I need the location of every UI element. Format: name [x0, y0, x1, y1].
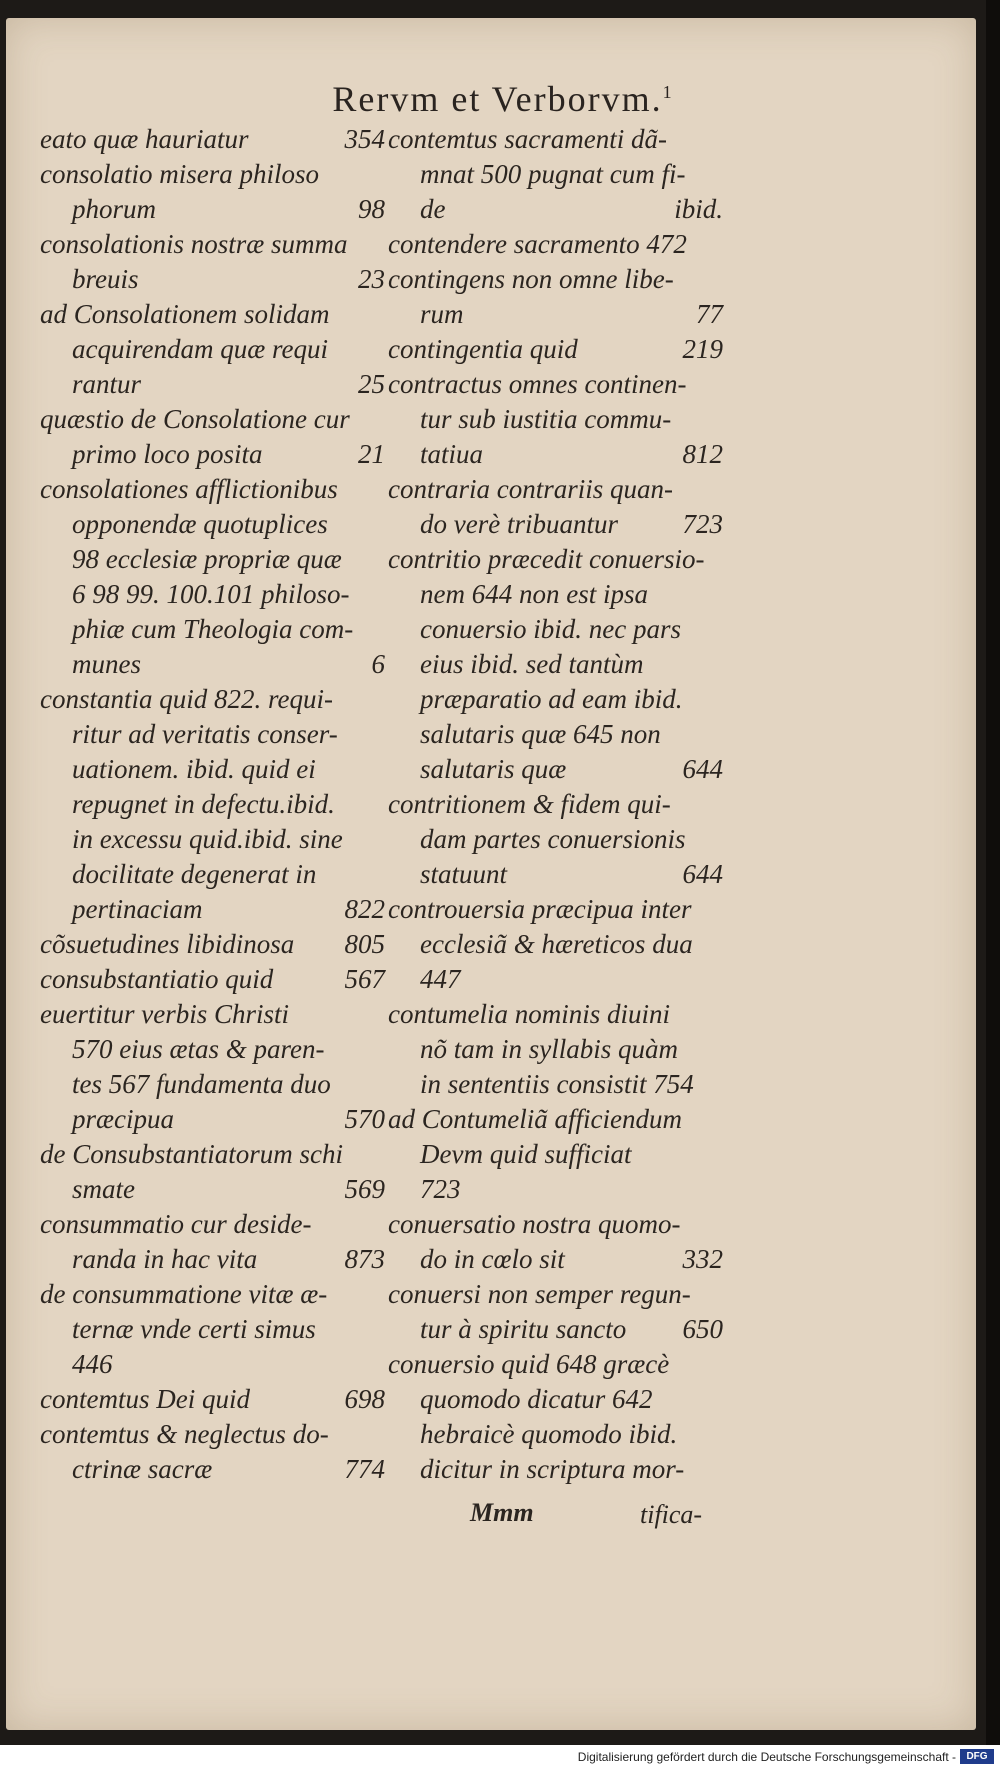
- index-entry: [388, 122, 723, 227]
- entry-line: [40, 367, 385, 402]
- entry-text: contritio præcedit conuersio-: [388, 544, 705, 574]
- entry-text: conuersio ibid. nec pars: [420, 614, 681, 644]
- entry-text: contingens non omne libe-: [388, 264, 674, 294]
- entry-text: 447: [420, 964, 461, 994]
- entry-text: contingentia quid: [388, 334, 578, 364]
- entry-text: 6 98 99. 100.101 philoso-: [72, 579, 350, 609]
- entry-line: [40, 962, 385, 997]
- entry-text: tatiua: [420, 439, 484, 469]
- entry-line: [388, 1032, 723, 1067]
- entry-page-number: 644: [682, 859, 723, 889]
- page-edge-shadow: [986, 0, 1000, 1768]
- entry-text: consubstantiatio quid: [40, 964, 274, 994]
- entry-line: [388, 1067, 723, 1102]
- index-entry: [40, 297, 385, 402]
- index-entry: [40, 122, 385, 157]
- entry-text: mnat 500 pugnat cum fi-: [420, 159, 686, 189]
- running-head-text: Rervm et Verborvm.: [332, 79, 663, 119]
- entry-text: quomodo dicatur 642: [420, 1384, 653, 1414]
- entry-text: contractus omnes continen-: [388, 369, 687, 399]
- entry-text: in excessu quid.ibid. sine: [72, 824, 343, 854]
- entry-page-number: 698: [344, 1384, 385, 1414]
- entry-page-number: 567: [344, 964, 385, 994]
- index-entry: [388, 892, 723, 997]
- entry-line: [388, 822, 723, 857]
- entry-text: consolationes afflictionibus: [40, 474, 338, 504]
- entry-line: [40, 612, 385, 647]
- entry-text: Devm quid sufficiat: [420, 1139, 632, 1169]
- entry-line: [388, 752, 723, 787]
- entry-line: [40, 1277, 385, 1312]
- entry-page-number: 805: [344, 929, 385, 959]
- entry-line: [388, 927, 723, 962]
- entry-text: docilitate degenerat in: [72, 859, 317, 889]
- entry-line: [388, 297, 723, 332]
- index-entry: [40, 962, 385, 997]
- entry-line: [40, 927, 385, 962]
- entry-text: contemtus Dei quid: [40, 1384, 250, 1414]
- entry-line: [40, 437, 385, 472]
- entry-line: [40, 717, 385, 752]
- index-entry: [40, 1417, 385, 1487]
- entry-text: contemtus sacramenti dã-: [388, 124, 667, 154]
- entry-line: [40, 332, 385, 367]
- entry-line: [40, 1347, 385, 1382]
- entry-line: [388, 647, 723, 682]
- entry-line: [40, 402, 385, 437]
- entry-page-number: 77: [696, 299, 723, 329]
- entry-page-number: ibid.: [674, 194, 723, 224]
- entry-page-number: 21: [358, 439, 385, 469]
- entry-line: [40, 122, 385, 157]
- index-entry: [40, 227, 385, 297]
- entry-text: ctrinæ sacræ: [72, 1454, 213, 1484]
- entry-text: nõ tam in syllabis quàm: [420, 1034, 679, 1064]
- entry-text: opponendæ quotuplices: [72, 509, 328, 539]
- entry-line: [388, 787, 723, 822]
- entry-text: in sententiis consistit 754: [420, 1069, 694, 1099]
- entry-line: [388, 1277, 723, 1312]
- entry-text: euertitur verbis Christi: [40, 999, 289, 1029]
- entry-line: [40, 997, 385, 1032]
- entry-line: [388, 227, 723, 262]
- entry-line: [40, 752, 385, 787]
- entry-text: dam partes conuersionis: [420, 824, 686, 854]
- entry-text: consolatio misera philoso: [40, 159, 320, 189]
- entry-text: do verè tribuantur: [420, 509, 618, 539]
- index-entry: [40, 157, 385, 227]
- signature-mark: Mmm: [470, 1498, 534, 1527]
- index-entry: [388, 1102, 723, 1207]
- entry-text: uationem. ibid. quid ei: [72, 754, 316, 784]
- entry-page-number: 774: [344, 1454, 385, 1484]
- entry-line: [388, 367, 723, 402]
- entry-text: 98 ecclesiæ propriæ quæ: [72, 544, 342, 574]
- entry-line: [388, 682, 723, 717]
- entry-line: [40, 1032, 385, 1067]
- entry-line: [388, 1102, 723, 1137]
- entry-line: [40, 507, 385, 542]
- entry-text: nem 644 non est ipsa: [420, 579, 648, 609]
- entry-line: [40, 1242, 385, 1277]
- entry-page-number: 873: [344, 1244, 385, 1274]
- entry-page-number: 569: [344, 1174, 385, 1204]
- entry-line: [40, 227, 385, 262]
- entry-line: [40, 647, 385, 682]
- index-entry: [388, 787, 723, 892]
- entry-page-number: 219: [682, 334, 723, 364]
- entry-line: [388, 1452, 723, 1487]
- entry-text: primo loco posita: [72, 439, 263, 469]
- index-column-right: [388, 122, 723, 1487]
- entry-text: munes: [72, 649, 141, 679]
- entry-line: [388, 437, 723, 472]
- entry-text: quæstio de Consolatione cur: [40, 404, 350, 434]
- entry-text: 446: [72, 1349, 113, 1379]
- entry-line: [388, 717, 723, 752]
- entry-text: ritur ad veritatis conser-: [72, 719, 338, 749]
- entry-text: ad Consolationem solidam: [40, 299, 330, 329]
- entry-text: 723: [420, 1174, 461, 1204]
- entry-line: [40, 1417, 385, 1452]
- entry-text: salutaris quæ: [420, 754, 567, 784]
- entry-text: randa in hac vita: [72, 1244, 258, 1274]
- entry-line: [40, 297, 385, 332]
- entry-line: [388, 472, 723, 507]
- entry-text: phiæ cum Theologia com-: [72, 614, 354, 644]
- entry-line: [388, 1312, 723, 1347]
- entry-line: [40, 577, 385, 612]
- entry-line: [388, 857, 723, 892]
- entry-page-number: 723: [682, 509, 723, 539]
- entry-text: phorum: [72, 194, 157, 224]
- entry-line: [388, 402, 723, 437]
- entry-text: de Consubstantiatorum schi: [40, 1139, 344, 1169]
- entry-text: do in cœlo sit: [420, 1244, 565, 1274]
- entry-line: [40, 1067, 385, 1102]
- entry-text: contraria contrariis quan-: [388, 474, 674, 504]
- entry-text: tur à spiritu sancto: [420, 1314, 627, 1344]
- entry-text: de consummatione vitæ æ-: [40, 1279, 328, 1309]
- entry-text: statuunt: [420, 859, 508, 889]
- entry-text: salutaris quæ 645 non: [420, 719, 661, 749]
- entry-line: [40, 192, 385, 227]
- index-entry: [388, 1347, 723, 1487]
- entry-line: [40, 1452, 385, 1487]
- entry-text: contendere sacramento 472: [388, 229, 687, 259]
- index-entry: [40, 472, 385, 682]
- entry-line: [40, 262, 385, 297]
- entry-text: præparatio ad eam ibid.: [420, 684, 683, 714]
- entry-line: [40, 1382, 385, 1417]
- entry-text: constantia quid 822. requi-: [40, 684, 333, 714]
- page-mark: 1: [662, 82, 674, 102]
- entry-text: ad Contumeliã afficiendum: [388, 1104, 682, 1134]
- entry-page-number: 332: [682, 1244, 723, 1274]
- entry-text: præcipua: [72, 1104, 175, 1134]
- index-entry: [388, 1277, 723, 1347]
- entry-text: tur sub iustitia commu-: [420, 404, 672, 434]
- entry-page-number: 6: [371, 649, 385, 679]
- index-entry: [388, 367, 723, 472]
- entry-line: [388, 577, 723, 612]
- entry-line: [388, 1137, 723, 1172]
- entry-line: [40, 1312, 385, 1347]
- entry-line: [388, 507, 723, 542]
- entry-text: hebraicè quomodo ibid.: [420, 1419, 678, 1449]
- digitization-footer: [0, 1745, 1000, 1768]
- entry-text: tes 567 fundamenta duo: [72, 1069, 331, 1099]
- entry-text: controuersia præcipua inter: [388, 894, 692, 924]
- index-entry: [40, 997, 385, 1137]
- index-entry: [388, 472, 723, 542]
- entry-text: consolationis nostræ summa: [40, 229, 348, 259]
- entry-text: ecclesiã & hæreticos dua: [420, 929, 693, 959]
- entry-line: [40, 542, 385, 577]
- entry-line: [388, 122, 723, 157]
- index-entry: [388, 262, 723, 332]
- entry-line: [388, 1242, 723, 1277]
- entry-text: repugnet in defectu.ibid.: [72, 789, 335, 819]
- entry-text: ternæ vnde certi simus: [72, 1314, 316, 1344]
- entry-line: [40, 1102, 385, 1137]
- entry-text: dicitur in scriptura mor-: [420, 1454, 685, 1484]
- entry-page-number: 23: [358, 264, 385, 294]
- entry-text: smate: [72, 1174, 135, 1204]
- entry-page-number: 812: [682, 439, 723, 469]
- entry-line: [388, 192, 723, 227]
- entry-line: [40, 1137, 385, 1172]
- entry-line: [40, 857, 385, 892]
- entry-page-number: 354: [344, 124, 385, 154]
- entry-line: [388, 1417, 723, 1452]
- catchword: tifica-: [640, 1500, 703, 1529]
- entry-line: [388, 1382, 723, 1417]
- index-entry: [388, 1207, 723, 1277]
- entry-line: [388, 1207, 723, 1242]
- entry-text: acquirendam quæ requi: [72, 334, 328, 364]
- index-entry: [40, 927, 385, 962]
- entry-line: [388, 1172, 723, 1207]
- entry-text: rum: [420, 299, 464, 329]
- entry-line: [388, 542, 723, 577]
- entry-line: [388, 997, 723, 1032]
- index-entry: [40, 1207, 385, 1277]
- index-entry: [388, 997, 723, 1102]
- entry-page-number: 644: [682, 754, 723, 784]
- entry-text: conuersio quid 648 græcè: [388, 1349, 670, 1379]
- footer-credit: Digitalisierung gefördert durch die Deutsche Forschungsgemeinschaft -: [577, 1750, 956, 1764]
- entry-page-number: 822: [344, 894, 385, 924]
- running-head: [0, 78, 1000, 120]
- entry-text: contemtus & neglectus do-: [40, 1419, 329, 1449]
- entry-text: 570 eius ætas & paren-: [72, 1034, 325, 1064]
- entry-line: [40, 892, 385, 927]
- index-entry: [40, 1382, 385, 1417]
- entry-text: cõsuetudines libidinosa: [40, 929, 295, 959]
- entry-line: [40, 822, 385, 857]
- index-column-left: [40, 122, 385, 1487]
- index-entry: [388, 227, 723, 262]
- entry-page-number: 98: [358, 194, 385, 224]
- entry-text: breuis: [72, 264, 139, 294]
- entry-line: [40, 472, 385, 507]
- entry-page-number: 25: [358, 369, 385, 399]
- entry-text: pertinaciam: [72, 894, 203, 924]
- entry-line: [388, 157, 723, 192]
- index-entry: [40, 402, 385, 472]
- entry-line: [40, 157, 385, 192]
- entry-line: [388, 962, 723, 997]
- entry-line: [388, 612, 723, 647]
- entry-text: contumelia nominis diuini: [388, 999, 670, 1029]
- entry-text: eius ibid. sed tantùm: [420, 649, 644, 679]
- index-entry: [388, 542, 723, 787]
- entry-line: [40, 1172, 385, 1207]
- entry-text: rantur: [72, 369, 142, 399]
- index-entry: [40, 1277, 385, 1382]
- entry-text: contritionem & fidem qui-: [388, 789, 671, 819]
- entry-text: de: [420, 194, 446, 224]
- entry-text: eato quæ hauriatur: [40, 124, 249, 154]
- index-entry: [40, 1137, 385, 1207]
- entry-text: consummatio cur deside-: [40, 1209, 312, 1239]
- entry-page-number: 650: [682, 1314, 723, 1344]
- entry-text: conuersi non semper regun-: [388, 1279, 691, 1309]
- entry-line: [40, 682, 385, 717]
- entry-text: conuersatio nostra quomo-: [388, 1209, 681, 1239]
- entry-line: [388, 262, 723, 297]
- index-entry: [388, 332, 723, 367]
- entry-line: [388, 332, 723, 367]
- entry-line: [40, 1207, 385, 1242]
- entry-line: [40, 787, 385, 822]
- dfg-logo: DFG: [960, 1749, 994, 1764]
- index-entry: [40, 682, 385, 927]
- entry-page-number: 570: [344, 1104, 385, 1134]
- entry-line: [388, 892, 723, 927]
- entry-line: [388, 1347, 723, 1382]
